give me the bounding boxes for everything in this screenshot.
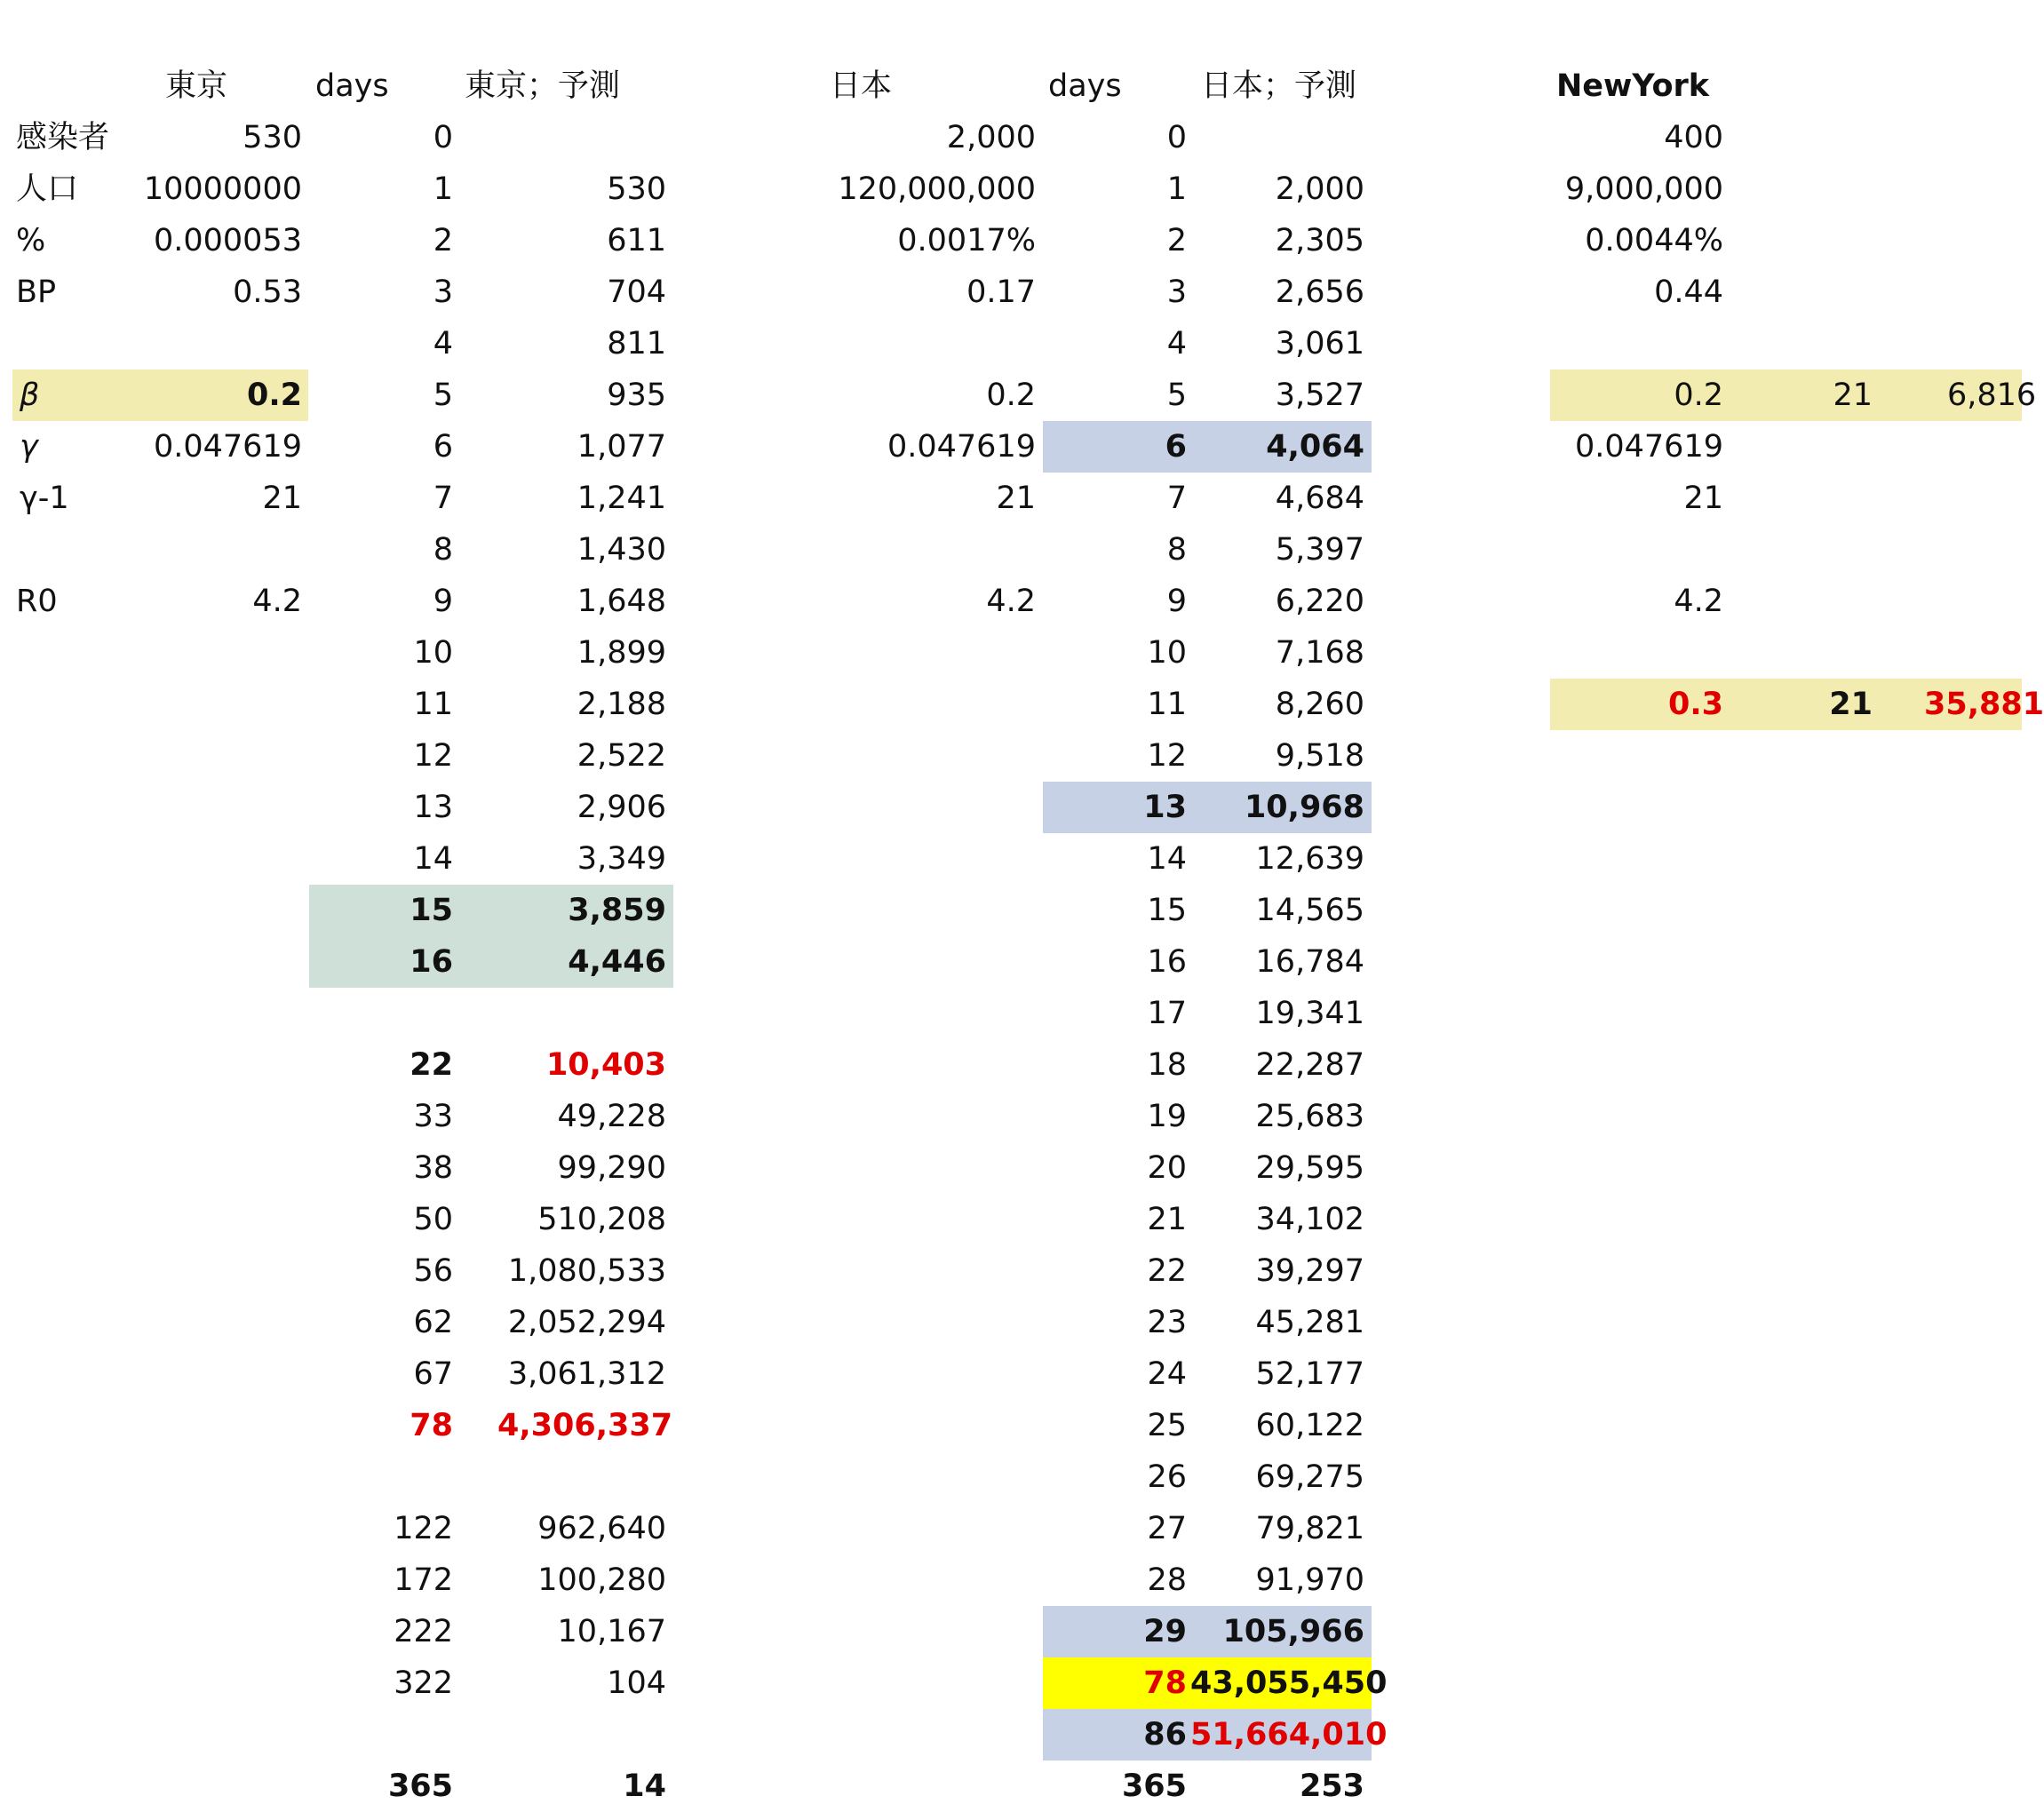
tokyo-forecast-value: 510,208 (537, 1202, 666, 1237)
tokyo-bp: 0.53 (233, 274, 302, 310)
newyork-alt-value: 35,881 (1924, 687, 2044, 722)
japan-forecast-value: 29,595 (1255, 1150, 1364, 1186)
japan-forecast-day: 21 (1147, 1202, 1187, 1237)
tokyo-forecast-day: 14 (413, 841, 453, 877)
japan-forecast-value: 22,287 (1255, 1047, 1364, 1083)
japan-forecast-value: 25,683 (1255, 1099, 1364, 1134)
tokyo-forecast-value: 1,077 (577, 429, 666, 465)
tokyo-forecast-day: 33 (413, 1099, 453, 1134)
japan-gamma: 0.047619 (887, 429, 1036, 465)
japan-forecast-day: 2 (1166, 223, 1187, 258)
japan-forecast-value: 60,122 (1255, 1408, 1364, 1443)
header-japan-forecast: 日本；予測 (1201, 68, 1357, 104)
param-label-gamma: γ (20, 429, 38, 465)
tokyo-forecast-day: 50 (413, 1202, 453, 1237)
newyork-beta-value: 6,816 (1947, 378, 2037, 413)
japan-forecast-day: 29 (1143, 1614, 1187, 1649)
tokyo-forecast-day: 11 (413, 687, 453, 722)
japan-forecast-value: 69,275 (1255, 1459, 1364, 1495)
japan-forecast-day: 3 (1166, 274, 1187, 310)
japan-infected: 2,000 (946, 120, 1036, 155)
tokyo-forecast-value: 4,446 (568, 944, 666, 980)
tokyo-forecast-day: 56 (413, 1253, 453, 1289)
japan-r0: 4.2 (986, 584, 1036, 619)
tokyo-forecast-value: 3,061,312 (507, 1356, 666, 1392)
japan-forecast-value: 105,966 (1222, 1614, 1364, 1649)
newyork-population: 9,000,000 (1564, 171, 1723, 207)
japan-forecast-day: 27 (1147, 1511, 1187, 1546)
tokyo-forecast-day: 1 (433, 171, 453, 207)
tokyo-forecast-day: 3 (433, 274, 453, 310)
japan-forecast-day: 15 (1147, 893, 1187, 928)
tokyo-forecast-value: 2,052,294 (507, 1305, 666, 1340)
japan-forecast-value: 19,341 (1255, 996, 1364, 1031)
tokyo-forecast-day: 0 (433, 120, 453, 155)
japan-forecast-value: 51,664,010 (1190, 1717, 1388, 1752)
tokyo-gamma: 0.047619 (153, 429, 302, 465)
tokyo-percent: 0.000053 (153, 223, 302, 258)
newyork-bp: 0.44 (1654, 274, 1723, 310)
header-tokyo-forecast: 東京；予測 (465, 68, 621, 104)
japan-forecast-value: 14,565 (1255, 893, 1364, 928)
param-label-r0: R0 (16, 584, 58, 619)
tokyo-forecast-value: 811 (607, 326, 666, 362)
japan-forecast-day: 26 (1147, 1459, 1187, 1495)
tokyo-forecast-value: 611 (607, 223, 666, 258)
tokyo-forecast-day: 365 (387, 1768, 453, 1804)
tokyo-forecast-day: 15 (410, 893, 453, 928)
japan-forecast-day: 365 (1121, 1768, 1187, 1804)
header-japan: 日本 (830, 68, 893, 104)
japan-beta: 0.2 (986, 378, 1036, 413)
tokyo-forecast-value: 10,167 (557, 1614, 666, 1649)
japan-forecast-day: 78 (1143, 1665, 1187, 1701)
japan-forecast-value: 8,260 (1275, 687, 1364, 722)
tokyo-forecast-value: 935 (607, 378, 666, 413)
japan-forecast-day: 1 (1166, 171, 1187, 207)
tokyo-forecast-day: 6 (433, 429, 453, 465)
newyork-beta-days: 21 (1833, 378, 1873, 413)
japan-population: 120,000,000 (838, 171, 1036, 207)
tokyo-forecast-value: 530 (607, 171, 666, 207)
japan-forecast-day: 16 (1147, 944, 1187, 980)
tokyo-forecast-value: 100,280 (537, 1562, 666, 1598)
tokyo-forecast-day: 22 (410, 1047, 453, 1083)
tokyo-forecast-day: 322 (394, 1665, 453, 1701)
header-tokyo: 東京 (165, 68, 228, 104)
japan-forecast-day: 23 (1147, 1305, 1187, 1340)
japan-forecast-day: 4 (1166, 326, 1187, 362)
japan-forecast-day: 17 (1147, 996, 1187, 1031)
param-label-percent: % (16, 223, 46, 258)
japan-forecast-day: 20 (1147, 1150, 1187, 1186)
newyork-infected: 400 (1664, 120, 1723, 155)
param-label-beta: β (20, 378, 40, 413)
tokyo-forecast-day: 9 (433, 584, 453, 619)
tokyo-forecast-day: 67 (413, 1356, 453, 1392)
japan-bp: 0.17 (966, 274, 1036, 310)
japan-gamma-inverse: 21 (996, 481, 1036, 516)
japan-forecast-day: 18 (1147, 1047, 1187, 1083)
japan-forecast-day: 9 (1166, 584, 1187, 619)
tokyo-forecast-day: 172 (394, 1562, 453, 1598)
japan-forecast-value: 2,305 (1275, 223, 1364, 258)
tokyo-forecast-day: 62 (413, 1305, 453, 1340)
newyork-gamma-inverse: 21 (1683, 481, 1723, 516)
japan-forecast-value: 45,281 (1255, 1305, 1364, 1340)
japan-forecast-value: 10,968 (1244, 790, 1364, 825)
japan-forecast-day: 28 (1147, 1562, 1187, 1598)
tokyo-forecast-day: 122 (394, 1511, 453, 1546)
tokyo-forecast-day: 5 (433, 378, 453, 413)
tokyo-forecast-value: 1,241 (577, 481, 666, 516)
japan-forecast-day: 6 (1165, 429, 1187, 465)
tokyo-forecast-day: 7 (433, 481, 453, 516)
japan-forecast-value: 39,297 (1255, 1253, 1364, 1289)
japan-forecast-value: 16,784 (1255, 944, 1364, 980)
japan-forecast-value: 2,000 (1275, 171, 1364, 207)
tokyo-forecast-value: 962,640 (537, 1511, 666, 1546)
tokyo-forecast-value: 1,080,533 (507, 1253, 666, 1289)
japan-forecast-value: 3,527 (1275, 378, 1364, 413)
param-label-infected: 感染者 (16, 120, 110, 155)
tokyo-forecast-value: 49,228 (557, 1099, 666, 1134)
tokyo-forecast-day: 78 (410, 1408, 453, 1443)
japan-forecast-value (1190, 112, 1364, 163)
japan-forecast-value: 52,177 (1255, 1356, 1364, 1392)
header-newyork: NewYork (1556, 68, 1710, 104)
param-label-gamma-inverse: γ-1 (20, 481, 69, 516)
japan-forecast-value: 34,102 (1255, 1202, 1364, 1237)
japan-forecast-value: 2,656 (1275, 274, 1364, 310)
japan-forecast-day: 5 (1166, 378, 1187, 413)
tokyo-forecast-value (497, 112, 666, 163)
tokyo-forecast-value: 99,290 (557, 1150, 666, 1186)
tokyo-forecast-value: 14 (623, 1768, 666, 1804)
tokyo-forecast-value: 704 (607, 274, 666, 310)
newyork-percent: 0.0044% (1585, 223, 1723, 258)
tokyo-r0: 4.2 (252, 584, 302, 619)
japan-forecast-value: 4,064 (1266, 429, 1364, 465)
tokyo-forecast-day: 10 (413, 635, 453, 671)
tokyo-forecast-day: 2 (433, 223, 453, 258)
tokyo-forecast-value: 4,306,337 (497, 1408, 673, 1443)
japan-forecast-value: 4,684 (1275, 481, 1364, 516)
tokyo-forecast-value: 2,906 (577, 790, 666, 825)
japan-forecast-value: 7,168 (1275, 635, 1364, 671)
japan-forecast-value: 5,397 (1275, 532, 1364, 568)
japan-forecast-day: 13 (1143, 790, 1187, 825)
japan-forecast-day: 22 (1147, 1253, 1187, 1289)
tokyo-forecast-value: 10,403 (545, 1047, 666, 1083)
newyork-alt-beta: 0.3 (1667, 687, 1723, 722)
tokyo-forecast-day: 4 (433, 326, 453, 362)
newyork-alt-days: 21 (1829, 687, 1873, 722)
param-label-bp: BP (16, 274, 57, 310)
japan-forecast-day: 14 (1147, 841, 1187, 877)
japan-forecast-value: 12,639 (1255, 841, 1364, 877)
tokyo-forecast-value: 104 (607, 1665, 666, 1701)
tokyo-population: 10000000 (143, 171, 302, 207)
tokyo-forecast-day: 16 (410, 944, 453, 980)
tokyo-forecast-value: 2,522 (577, 738, 666, 774)
japan-forecast-value: 3,061 (1275, 326, 1364, 362)
tokyo-forecast-day: 13 (413, 790, 453, 825)
japan-forecast-value: 79,821 (1255, 1511, 1364, 1546)
japan-forecast-day: 25 (1147, 1408, 1187, 1443)
newyork-gamma: 0.047619 (1574, 429, 1723, 465)
japan-forecast-day: 19 (1147, 1099, 1187, 1134)
japan-forecast-value: 43,055,450 (1190, 1665, 1388, 1701)
japan-forecast-day: 12 (1147, 738, 1187, 774)
tokyo-forecast-value: 1,648 (577, 584, 666, 619)
param-label-population: 人口 (16, 171, 79, 207)
japan-forecast-value: 253 (1299, 1768, 1364, 1804)
tokyo-gamma-inverse: 21 (262, 481, 302, 516)
japan-forecast-day: 24 (1147, 1356, 1187, 1392)
newyork-r0: 4.2 (1674, 584, 1723, 619)
tokyo-forecast-day: 12 (413, 738, 453, 774)
tokyo-forecast-day: 222 (394, 1614, 453, 1649)
japan-forecast-value: 9,518 (1275, 738, 1364, 774)
japan-forecast-day: 7 (1166, 481, 1187, 516)
tokyo-forecast-day: 38 (413, 1150, 453, 1186)
japan-forecast-value: 91,970 (1255, 1562, 1364, 1598)
tokyo-beta: 0.2 (246, 378, 302, 413)
japan-forecast-day: 11 (1147, 687, 1187, 722)
header-days-tokyo: days (315, 68, 389, 104)
japan-percent: 0.0017% (897, 223, 1036, 258)
japan-forecast-day: 0 (1166, 120, 1187, 155)
japan-forecast-value: 6,220 (1275, 584, 1364, 619)
tokyo-infected: 530 (243, 120, 302, 155)
japan-forecast-day: 86 (1143, 1717, 1187, 1752)
tokyo-forecast-value: 3,859 (568, 893, 666, 928)
newyork-beta: 0.2 (1674, 378, 1723, 413)
tokyo-forecast-value: 3,349 (577, 841, 666, 877)
japan-forecast-day: 10 (1147, 635, 1187, 671)
japan-forecast-day: 8 (1166, 532, 1187, 568)
tokyo-forecast-value: 2,188 (577, 687, 666, 722)
tokyo-forecast-day: 8 (433, 532, 453, 568)
tokyo-forecast-value: 1,899 (577, 635, 666, 671)
header-days-japan: days (1048, 68, 1122, 104)
tokyo-forecast-value: 1,430 (577, 532, 666, 568)
